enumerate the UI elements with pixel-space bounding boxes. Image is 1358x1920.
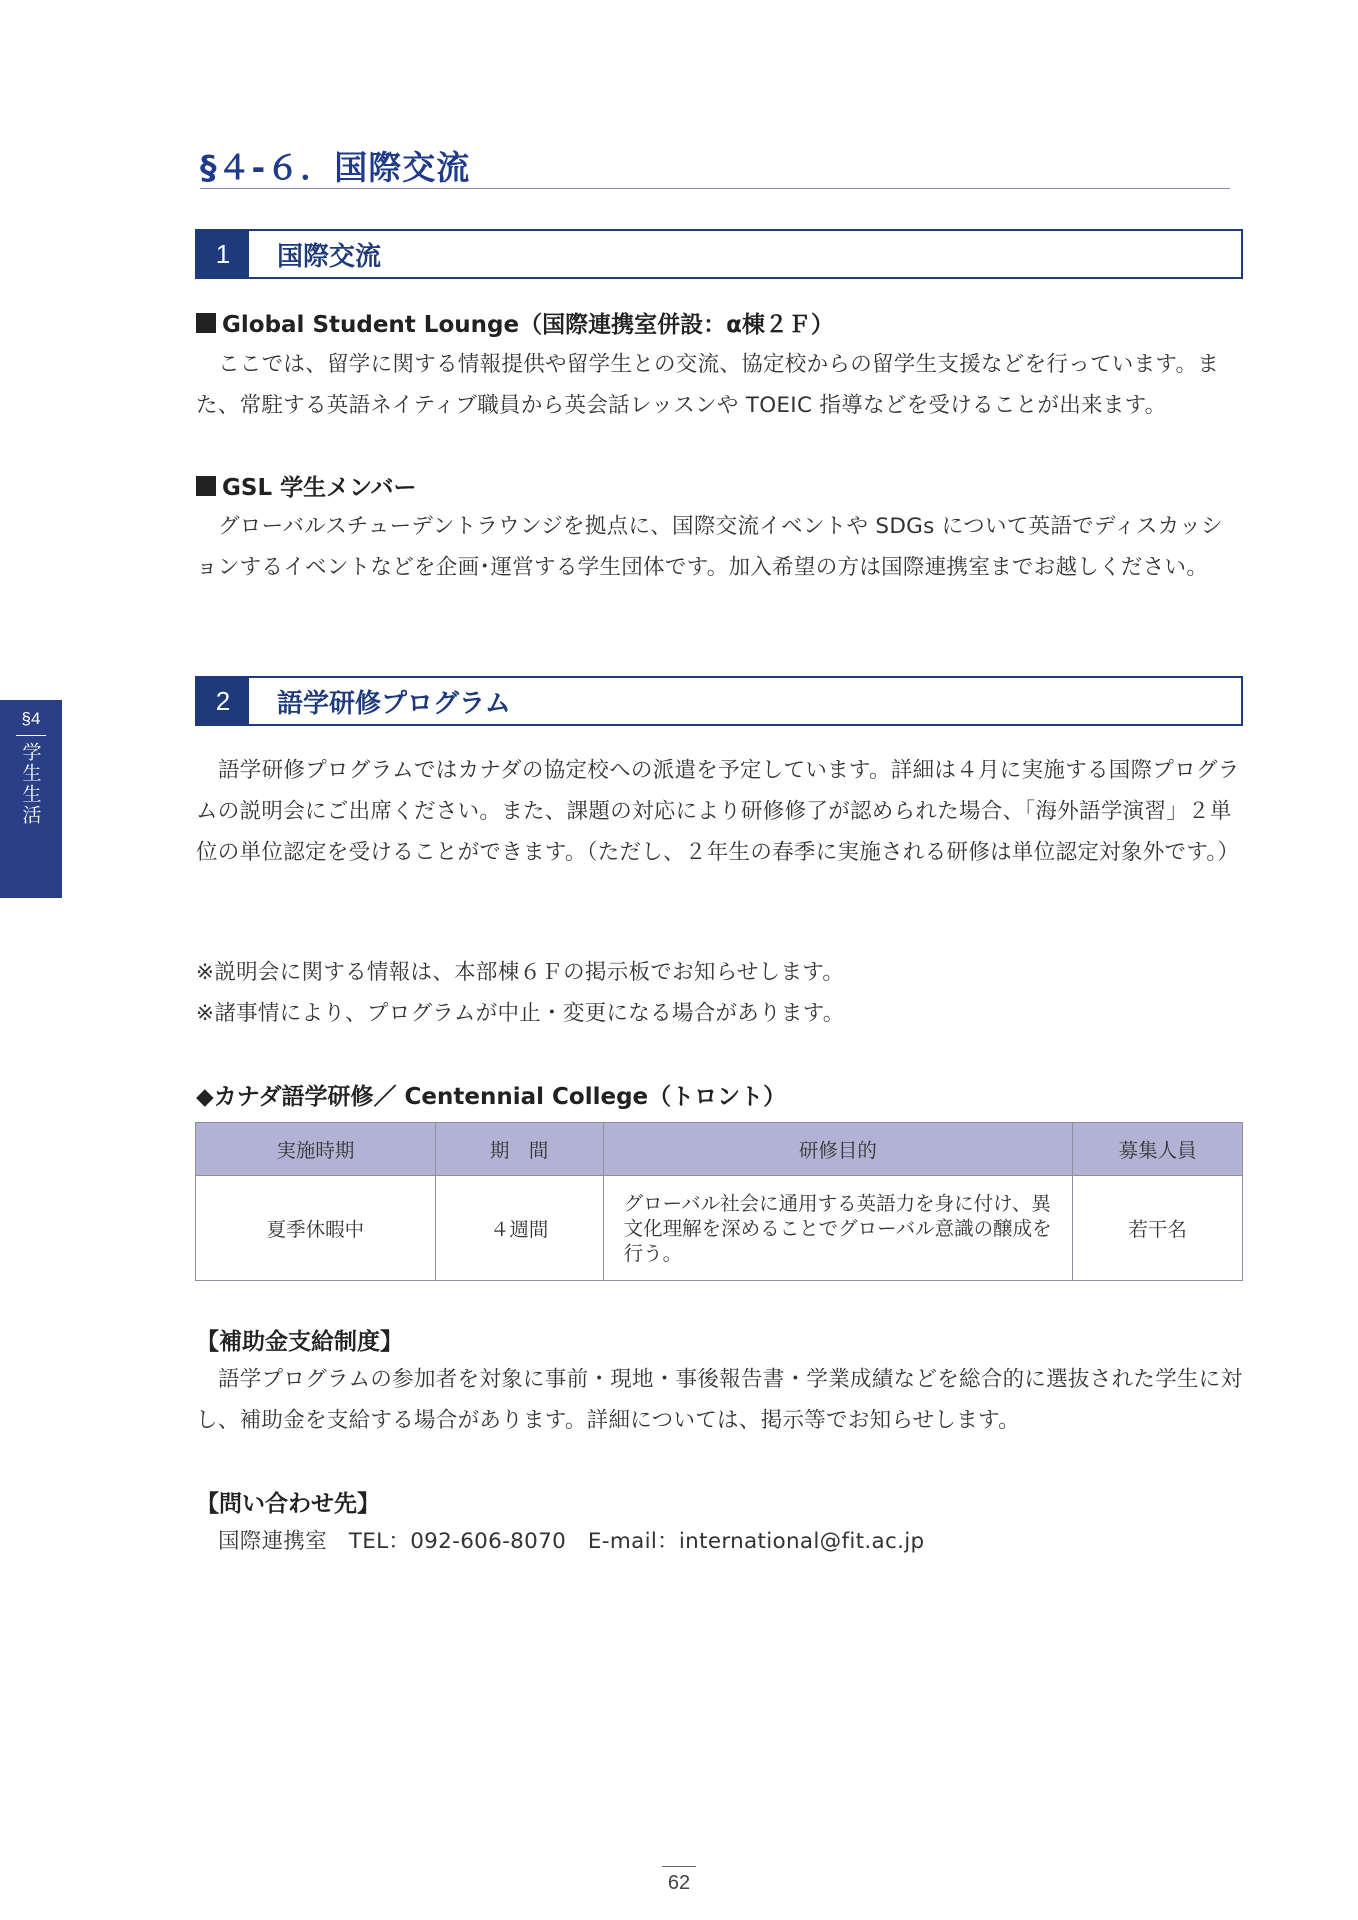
header-period: 実施時期 xyxy=(196,1123,436,1176)
cell-period: 夏季休暇中 xyxy=(196,1176,436,1281)
section-1-header xyxy=(195,229,1243,279)
lounge-heading xyxy=(196,306,834,339)
table-row xyxy=(196,1176,1243,1281)
side-tab-divider xyxy=(16,735,46,736)
section-2-number: 2 xyxy=(197,678,249,724)
subsidy-heading: 【補助金支給制度】 xyxy=(196,1329,403,1355)
section-1-number: 1 xyxy=(197,231,249,277)
square-bullet-icon xyxy=(196,476,216,496)
title-rule xyxy=(200,188,1230,189)
section-1-title: 国際交流 xyxy=(277,241,382,272)
note-briefing: ※説明会に関する情報は、本部棟６Ｆの掲示板でお知らせします。 xyxy=(196,960,845,985)
side-tab-section: §4 xyxy=(21,709,41,728)
section-2-header xyxy=(195,676,1243,726)
cell-duration: ４週間 xyxy=(435,1176,603,1281)
page-title: §４-６．国際交流 xyxy=(200,148,471,187)
program-heading: ◆カナダ語学研修／ Centennial College（トロント） xyxy=(196,1084,787,1110)
program-table xyxy=(195,1122,1243,1281)
subsidy-paragraph: 語学プログラムの参加者を対象に事前・現地・事後報告書・学業成績などを総合的に選抜された学生に対し、補助金を支給する場合があります。詳細については、掲示等でお知らせします。 xyxy=(196,1367,1243,1433)
square-bullet-icon xyxy=(196,313,216,333)
page-number-rule xyxy=(662,1866,696,1867)
contact-heading: 【問い合わせ先】 xyxy=(196,1491,380,1517)
gsl-heading xyxy=(196,469,417,502)
lounge-heading-text: Global Student Lounge（国際連携室併設：α棟２Ｆ） xyxy=(222,312,834,338)
note-change: ※諸事情により、プログラムが中止・変更になる場合があります。 xyxy=(196,1001,845,1026)
lounge-paragraph: ここでは、留学に関する情報提供や留学生との交流、協定校からの留学生支援などを行っています。また、常駐する英語ネイティブ職員から英会話レッスンや TOEIC 指導などを受けることが出来ます。 xyxy=(196,352,1220,418)
cell-purpose: グローバル社会に通用する英語力を身に付け、異文化理解を深めることでグローバル意識の醸成を行う。 xyxy=(603,1176,1073,1281)
section-2-title: 語学研修プログラム xyxy=(277,688,511,719)
side-tab-label: 学生生活 xyxy=(19,742,42,826)
header-capacity: 募集人員 xyxy=(1073,1123,1243,1176)
header-purpose: 研修目的 xyxy=(603,1123,1073,1176)
table-header-row xyxy=(196,1123,1243,1176)
gsl-paragraph: グローバルスチューデントラウンジを拠点に、国際交流イベントや SDGs について英語でディスカッションするイベントなどを企画･運営する学生団体です。加入希望の方は国際連携室までお越しください。 xyxy=(196,514,1223,580)
gsl-heading-text: GSL 学生メンバー xyxy=(222,475,417,501)
side-tab xyxy=(0,700,62,898)
cell-capacity: 若干名 xyxy=(1073,1176,1243,1281)
page-number: 62 xyxy=(667,1872,691,1894)
program-intro: 語学研修プログラムではカナダの協定校への派遣を予定しています。詳細は４月に実施する国際プログラムの説明会にご出席ください。また、課題の対応により研修修了が認められた場合、「海外語学演習」２単位の単位認定を受けることができます。（ただし、２年生の春季に実施される研修は単位認定対象外です。） xyxy=(196,758,1240,865)
contact-info: 国際連携室 TEL：092-606-8070 E-mail：international@fit.ac.jp xyxy=(218,1529,925,1554)
header-duration: 期 間 xyxy=(435,1123,603,1176)
